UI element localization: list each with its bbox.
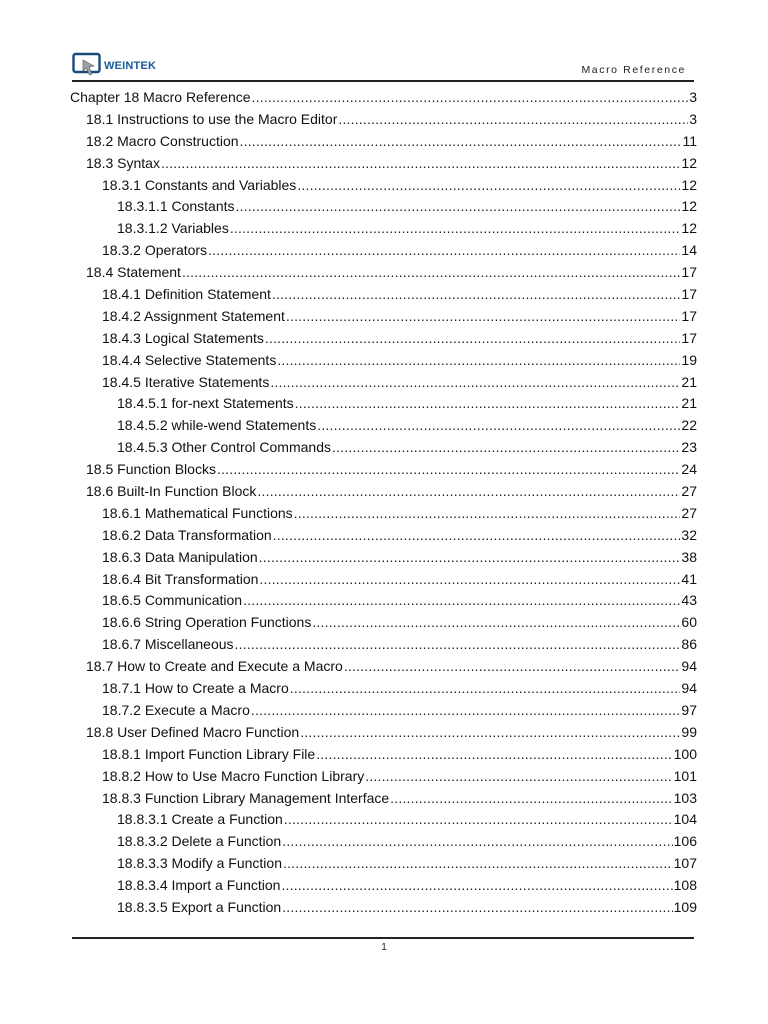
weintek-logo-icon [72,52,102,78]
toc-entry-page: 21 [681,395,697,412]
toc-entry[interactable] [70,415,697,437]
toc-entry-title: 18.2 Macro Construction [86,132,239,149]
toc-dot-leader [161,153,680,175]
toc-entry-title: 18.4.5.1 for-next Statements [117,395,294,412]
toc-entry-page: 38 [681,548,697,565]
toc-entry-page: 3 [689,110,697,127]
toc-entry-page: 100 [673,745,697,762]
toc-entry[interactable] [70,131,697,153]
toc-entry[interactable] [70,87,697,109]
toc-entry[interactable] [70,306,697,328]
toc-dot-leader [365,766,672,788]
toc-entry[interactable] [70,218,697,240]
toc-entry-page: 106 [673,833,697,850]
toc-entry-page: 101 [673,767,697,784]
toc-entry[interactable] [70,459,697,481]
toc-entry-page: 107 [673,855,697,872]
toc-dot-leader [282,897,672,919]
toc-dot-leader [273,525,681,547]
toc-dot-leader [295,393,681,415]
toc-entry-page: 12 [681,176,697,193]
toc-entry-page: 14 [681,242,697,259]
toc-entry-title: 18.7.1 How to Create a Macro [102,680,289,697]
toc-entry-title: 18.6.3 Data Manipulation [102,548,258,565]
logo-text: WEINTEK [104,60,157,72]
toc-entry-title: 18.6.5 Communication [102,592,243,609]
toc-entry[interactable] [70,240,697,262]
toc-dot-leader [332,437,680,459]
toc-entry[interactable] [70,525,697,547]
toc-entry-title: 18.8 User Defined Macro Function [86,723,300,740]
toc-entry-page: 21 [681,373,697,390]
toc-entry-title: Chapter 18 Macro Reference [70,89,251,105]
toc-entry-title: 18.4.5.2 while-wend Statements [117,417,317,434]
toc-entry-page: 108 [673,877,697,894]
toc-entry-title: 18.3.1.1 Constants [117,198,235,215]
toc-entry-title: 18.6.2 Data Transformation [102,526,272,543]
toc-entry-page: 17 [681,329,697,346]
toc-entry-page: 3 [689,89,697,105]
toc-entry[interactable] [70,569,697,591]
toc-dot-leader [277,350,680,372]
table-of-contents [70,87,697,919]
toc-dot-leader [182,262,680,284]
toc-entry-title: 18.3.2 Operators [102,242,208,259]
toc-entry-title: 18.4.4 Selective Statements [102,351,277,368]
toc-entry-title: 18.4.5.3 Other Control Commands [117,439,331,456]
toc-entry-title: 18.8.1 Import Function Library File [102,745,316,762]
toc-entry[interactable] [70,700,697,722]
toc-entry-title: 18.4.3 Logical Statements [102,329,264,346]
toc-entry[interactable] [70,175,697,197]
toc-entry-title: 18.5 Function Blocks [86,461,216,478]
toc-entry[interactable] [70,372,697,394]
toc-entry-title: 18.4 Statement [86,264,181,281]
toc-entry-title: 18.8.3.5 Export a Function [117,898,282,915]
toc-entry-page: 94 [681,658,697,675]
toc-entry-page: 12 [681,154,697,171]
header-title: Macro Reference [581,64,686,76]
page-number: 1 [381,942,387,953]
toc-dot-leader [235,634,681,656]
toc-dot-leader [344,656,681,678]
toc-entry-title: 18.6.6 String Operation Functions [102,614,312,631]
toc-dot-leader [312,612,680,634]
toc-dot-leader [390,788,672,810]
toc-entry-title: 18.1 Instructions to use the Macro Editor [86,110,338,127]
toc-entry[interactable] [70,875,697,897]
toc-entry[interactable] [70,503,697,525]
toc-entry-page: 109 [673,898,697,915]
toc-entry-title: 18.4.5 Iterative Statements [102,373,270,390]
toc-entry[interactable] [70,853,697,875]
toc-entry-title: 18.4.2 Assignment Statement [102,307,285,324]
toc-dot-leader [259,569,680,591]
toc-dot-leader [300,722,680,744]
toc-dot-leader [259,547,681,569]
toc-dot-leader [257,481,680,503]
toc-dot-leader [290,678,681,700]
toc-entry-title: 18.3 Syntax [86,154,160,171]
toc-entry-page: 41 [681,570,697,587]
toc-entry[interactable] [70,328,697,350]
toc-entry[interactable] [70,656,697,678]
toc-entry-page: 17 [681,307,697,324]
toc-entry[interactable] [70,634,697,656]
toc-dot-leader [272,284,681,306]
toc-entry-title: 18.6 Built-In Function Block [86,483,257,500]
toc-entry[interactable] [70,393,697,415]
toc-entry-page: 24 [681,461,697,478]
toc-entry-page: 27 [681,483,697,500]
toc-dot-leader [217,459,680,481]
toc-entry[interactable] [70,766,697,788]
page-header [72,50,694,82]
toc-entry-page: 104 [673,811,697,828]
toc-entry-title: 18.8.3.4 Import a Function [117,877,281,894]
toc-entry-page: 43 [681,592,697,609]
toc-entry[interactable] [70,744,697,766]
toc-entry-page: 12 [681,220,697,237]
toc-dot-leader [208,240,680,262]
toc-dot-leader [338,109,688,131]
toc-entry-page: 103 [673,789,697,806]
toc-dot-leader [316,744,672,766]
toc-entry-page: 60 [681,614,697,631]
toc-entry-title: 18.6.4 Bit Transformation [102,570,259,587]
toc-dot-leader [294,503,681,525]
toc-entry-title: 18.3.1.2 Variables [117,220,229,237]
toc-dot-leader [286,306,681,328]
toc-entry[interactable] [70,809,697,831]
toc-dot-leader [252,87,689,109]
toc-entry[interactable] [70,590,697,612]
toc-entry-page: 86 [681,636,697,653]
toc-entry-page: 94 [681,680,697,697]
toc-entry[interactable] [70,262,697,284]
toc-dot-leader [240,131,682,153]
toc-entry-title: 18.4.1 Definition Statement [102,286,271,303]
toc-entry-title: 18.8.3 Function Library Management Interface [102,789,390,806]
toc-entry-title: 18.6.1 Mathematical Functions [102,504,293,521]
toc-entry-page: 12 [681,198,697,215]
toc-entry-page: 17 [681,286,697,303]
toc-entry-page: 23 [681,439,697,456]
toc-entry-title: 18.7.2 Execute a Macro [102,701,250,718]
toc-entry-title: 18.8.3.3 Modify a Function [117,855,282,872]
toc-entry[interactable] [70,788,697,810]
toc-dot-leader [265,328,681,350]
toc-entry-page: 32 [681,526,697,543]
toc-entry[interactable] [70,547,697,569]
toc-entry[interactable] [70,612,697,634]
toc-dot-leader [282,831,672,853]
toc-dot-leader [283,853,673,875]
toc-entry-page: 22 [681,417,697,434]
toc-entry-page: 99 [681,723,697,740]
toc-entry[interactable] [70,678,697,700]
toc-entry-title: 18.6.7 Miscellaneous [102,636,234,653]
toc-dot-leader [281,875,672,897]
toc-entry[interactable] [70,109,697,131]
toc-entry[interactable] [70,153,697,175]
weintek-logo [72,52,156,78]
toc-dot-leader [297,175,680,197]
toc-entry-title: 18.7 How to Create and Execute a Macro [86,658,343,675]
toc-entry-title: 18.8.2 How to Use Macro Function Library [102,767,365,784]
toc-entry[interactable] [70,350,697,372]
footer-rule [72,937,694,939]
toc-entry-page: 19 [681,351,697,368]
toc-entry[interactable] [70,722,697,744]
toc-entry-page: 97 [681,701,697,718]
toc-entry[interactable] [70,481,697,503]
toc-entry[interactable] [70,196,697,218]
toc-dot-leader [270,372,680,394]
toc-entry-page: 11 [682,132,697,149]
toc-dot-leader [284,809,673,831]
toc-entry[interactable] [70,897,697,919]
toc-dot-leader [230,218,681,240]
toc-entry-page: 17 [681,264,697,281]
toc-dot-leader [317,415,680,437]
toc-dot-leader [243,590,680,612]
toc-entry-title: 18.8.3.2 Delete a Function [117,833,282,850]
toc-entry-title: 18.3.1 Constants and Variables [102,176,297,193]
toc-dot-leader [236,196,681,218]
toc-entry[interactable] [70,284,697,306]
toc-dot-leader [251,700,681,722]
toc-entry[interactable] [70,831,697,853]
toc-entry-page: 27 [681,504,697,521]
toc-entry[interactable] [70,437,697,459]
toc-entry-title: 18.8.3.1 Create a Function [117,811,283,828]
